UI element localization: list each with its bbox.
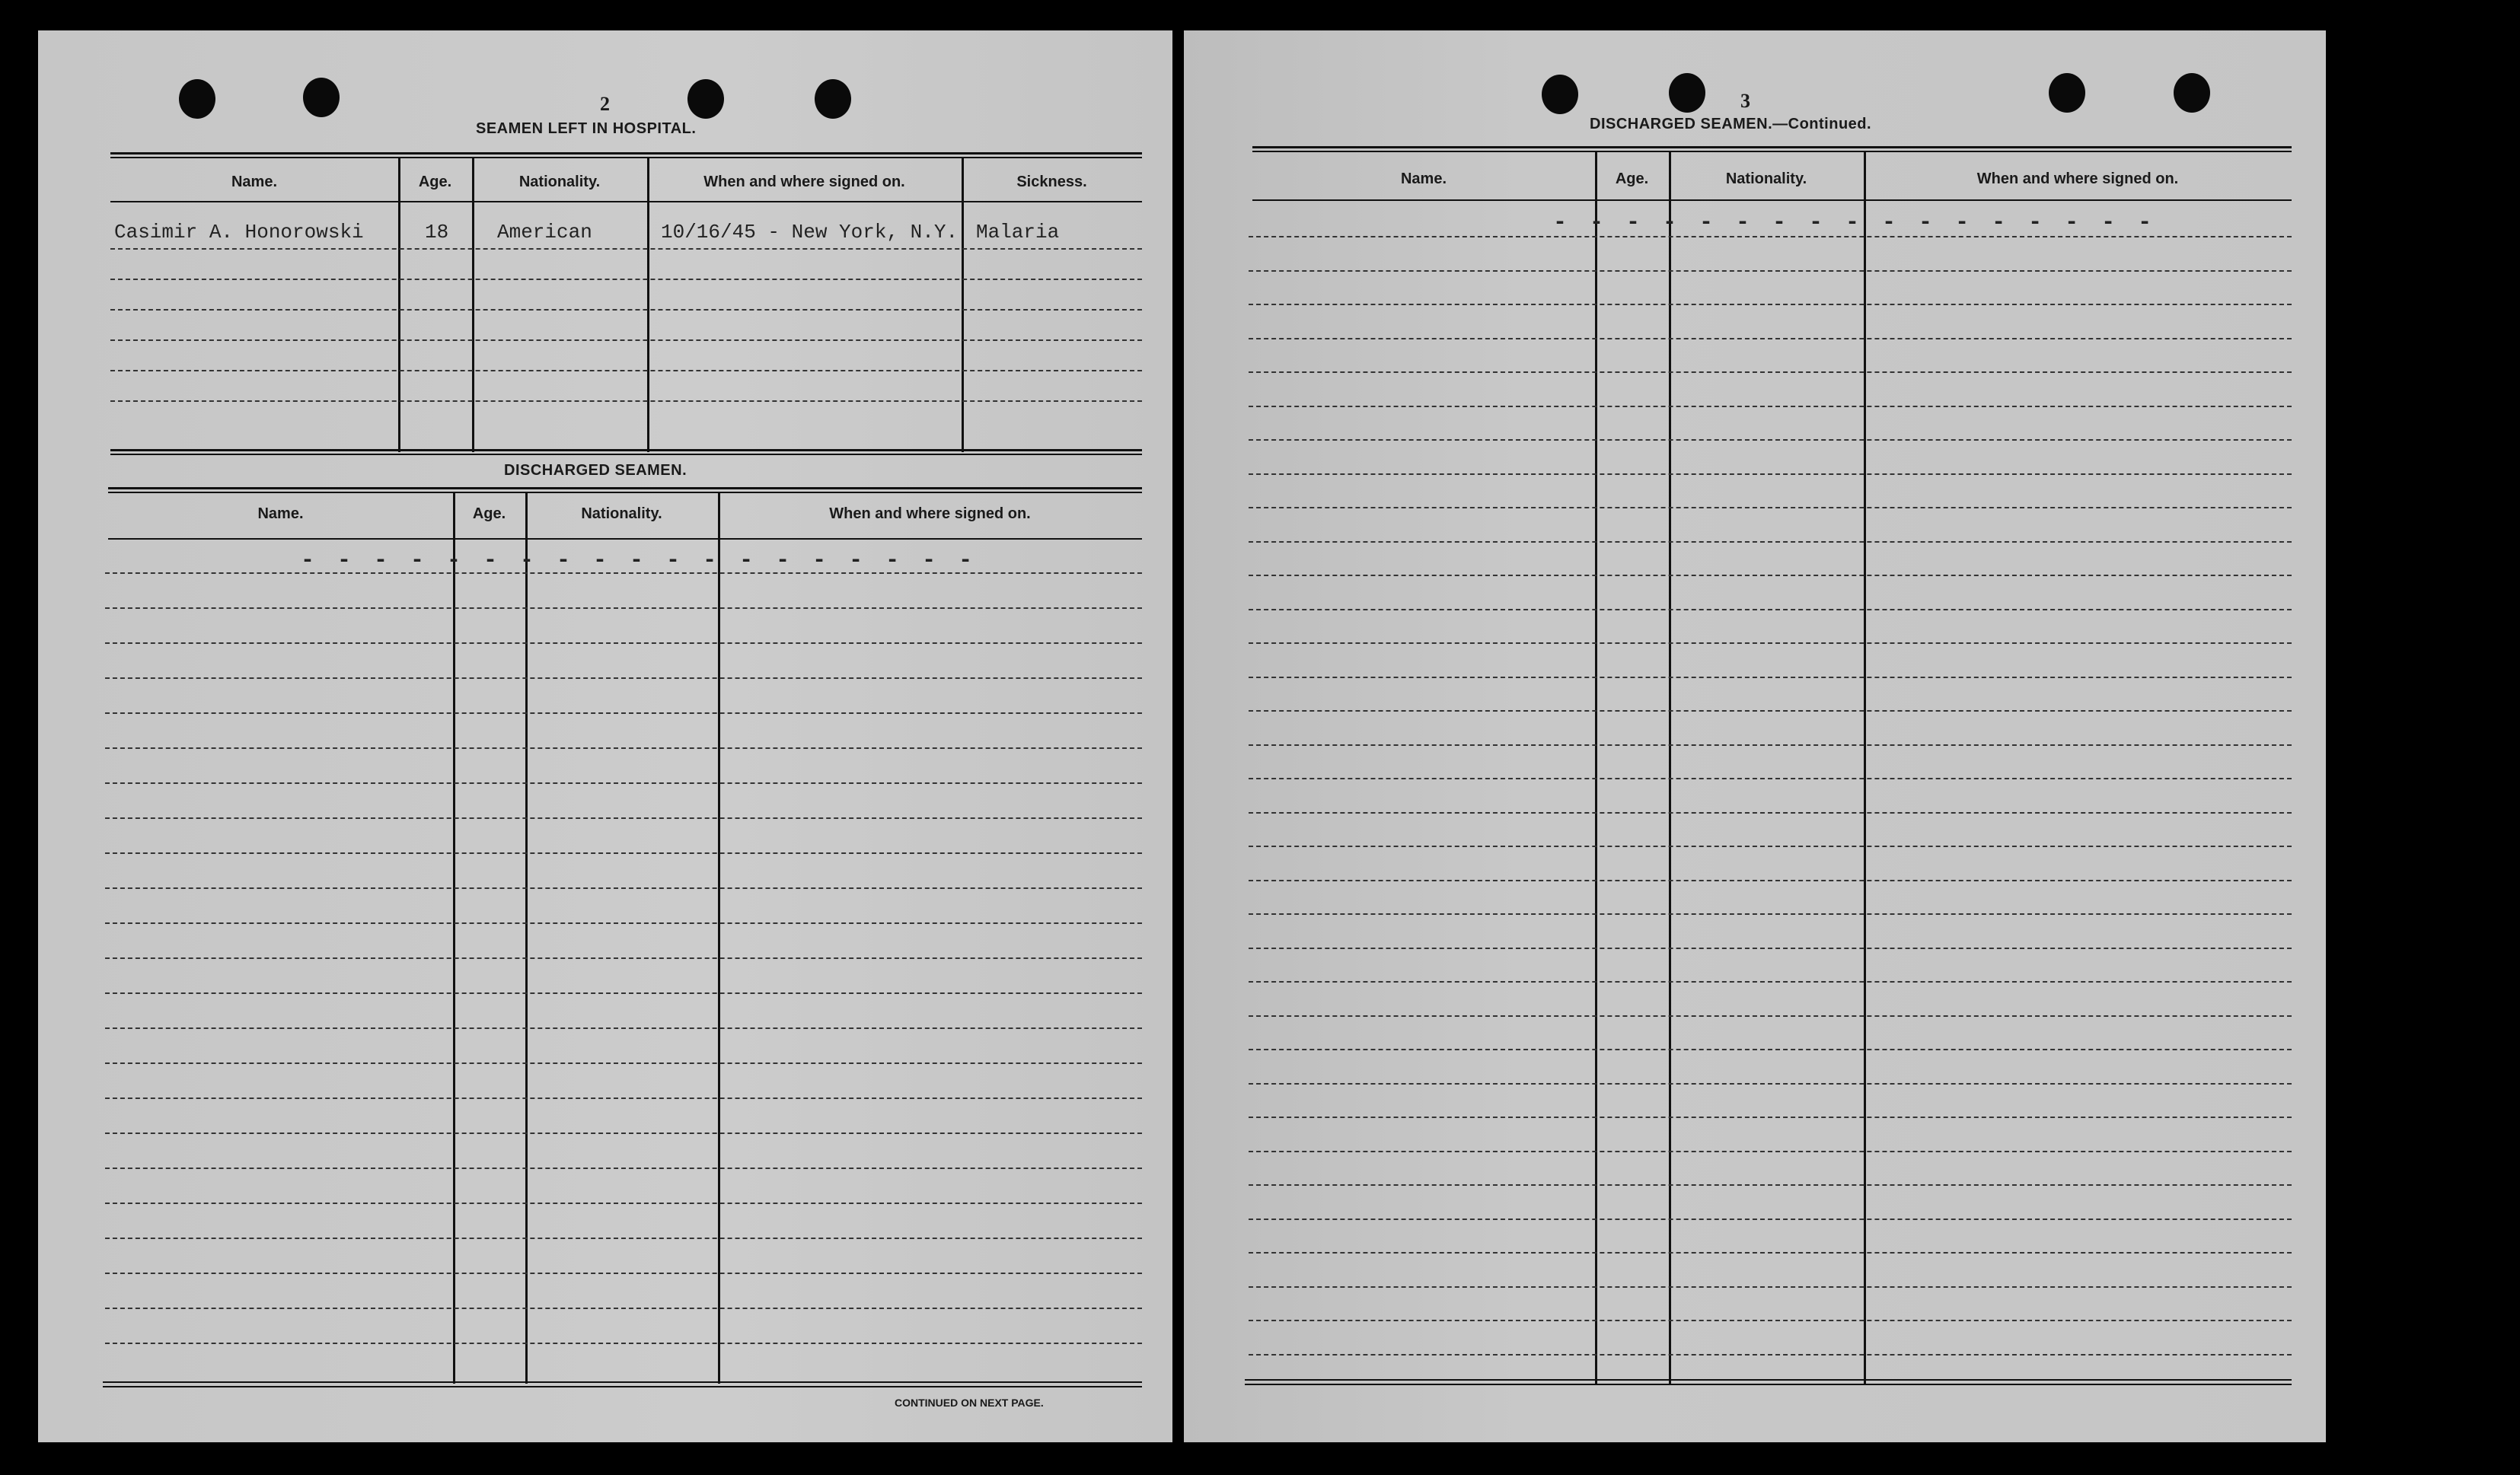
punch-hole	[2174, 73, 2210, 113]
column-header-age: Age.	[1615, 170, 1649, 187]
column-separator	[1669, 151, 1671, 1384]
hospital-age-cell: 18	[425, 221, 449, 244]
table-top-rule	[1252, 146, 2292, 148]
row-line	[105, 782, 1142, 784]
table-top-rule	[108, 492, 1142, 493]
row-line	[1249, 1354, 2292, 1356]
column-header-nationality: Nationality.	[518, 174, 601, 190]
column-header-name: Name.	[257, 505, 304, 522]
column-separator	[472, 157, 474, 452]
row-line	[1249, 778, 2292, 779]
row-line	[1249, 1151, 2292, 1152]
column-separator	[398, 157, 400, 452]
row-line	[1249, 1083, 2292, 1085]
row-line	[1249, 744, 2292, 746]
column-header-nationality: Nationality.	[1725, 170, 1807, 187]
row-line	[110, 309, 1142, 311]
column-separator	[453, 492, 455, 1384]
table-bottom-rule	[103, 1386, 1142, 1387]
row-line	[110, 279, 1142, 280]
column-separator	[1864, 151, 1866, 1384]
row-line	[105, 712, 1142, 714]
ditto-marks: - - - - - - - - - - - - - - - - -	[1553, 210, 2157, 236]
table-bottom-rule	[1245, 1384, 2292, 1385]
section-title-hospital: SEAMEN LEFT IN HOSPITAL.	[476, 120, 697, 137]
row-line	[105, 1097, 1142, 1099]
column-separator	[1595, 151, 1597, 1384]
row-line	[105, 1027, 1142, 1029]
table-top-rule	[108, 487, 1142, 489]
column-header-signed-on: When and where signed on.	[703, 174, 905, 190]
punch-hole	[687, 79, 724, 119]
row-line	[1249, 541, 2292, 543]
table-top-rule	[1252, 151, 2292, 152]
column-header-signed-on: When and where signed on.	[1976, 170, 2179, 187]
column-separator	[525, 492, 528, 1384]
table-bottom-rule	[1245, 1379, 2292, 1381]
page-number: 2	[600, 93, 610, 115]
column-header-age: Age.	[472, 505, 506, 522]
hospital-name-cell: Casimir A. Honorowski	[114, 221, 364, 244]
row-line	[1249, 236, 2292, 237]
row-line	[1249, 270, 2292, 272]
punch-hole	[1669, 73, 1705, 113]
row-line	[105, 852, 1142, 854]
row-line	[1249, 1252, 2292, 1254]
table-top-rule	[110, 152, 1142, 155]
row-line	[1249, 304, 2292, 305]
row-line	[105, 817, 1142, 819]
column-header-name: Name.	[1400, 170, 1447, 187]
row-line	[105, 957, 1142, 959]
row-line	[1249, 507, 2292, 508]
row-line	[1249, 609, 2292, 610]
header-bottom-rule	[1252, 199, 2292, 201]
hospital-nationality-cell: American	[497, 221, 592, 244]
column-header-sickness: Sickness.	[1016, 174, 1087, 190]
row-line	[1249, 1219, 2292, 1220]
row-line	[1249, 948, 2292, 949]
row-line	[105, 992, 1142, 994]
row-line	[1249, 473, 2292, 475]
row-line	[110, 400, 1142, 402]
row-line	[105, 1273, 1142, 1274]
row-line	[1249, 406, 2292, 407]
punch-hole	[179, 79, 215, 119]
ditto-marks: - - - - - - - - - - - - - - - - - - -	[301, 548, 978, 574]
row-line	[105, 1343, 1142, 1344]
header-bottom-rule	[110, 201, 1142, 202]
row-line	[1249, 1286, 2292, 1288]
row-line	[1249, 1184, 2292, 1186]
row-line	[1249, 439, 2292, 441]
row-line	[1249, 677, 2292, 678]
section-title-discharged: DISCHARGED SEAMEN.	[504, 462, 687, 479]
row-line	[1249, 371, 2292, 373]
hospital-sickness-cell: Malaria	[976, 221, 1060, 244]
table-bottom-rule	[110, 454, 1142, 455]
row-line	[1249, 1320, 2292, 1321]
hospital-signed-on-cell: 10/16/45 - New York, N.Y.	[661, 221, 959, 244]
column-header-name: Name.	[231, 174, 278, 190]
table-bottom-rule	[110, 449, 1142, 451]
row-line	[105, 887, 1142, 889]
row-line	[105, 922, 1142, 924]
row-line	[1249, 1015, 2292, 1017]
table-bottom-rule	[103, 1381, 1142, 1383]
row-line	[105, 1062, 1142, 1064]
row-line	[110, 370, 1142, 371]
column-header-nationality: Nationality.	[581, 505, 662, 522]
row-line	[105, 642, 1142, 644]
row-line	[105, 1308, 1142, 1309]
row-line	[105, 1168, 1142, 1169]
punch-hole	[815, 79, 851, 119]
column-separator	[962, 157, 964, 452]
page-number: 3	[1740, 90, 1750, 112]
row-line	[1249, 913, 2292, 915]
punch-hole	[2049, 73, 2085, 113]
column-separator	[718, 492, 720, 1384]
row-line	[1249, 642, 2292, 644]
row-line	[105, 607, 1142, 609]
row-line	[105, 1133, 1142, 1134]
row-line	[1249, 338, 2292, 339]
row-line	[1249, 812, 2292, 814]
column-header-signed-on: When and where signed on.	[829, 505, 1031, 522]
row-line	[1249, 880, 2292, 881]
table-top-rule	[110, 157, 1142, 158]
row-line	[1249, 846, 2292, 847]
row-line	[1249, 710, 2292, 712]
punch-hole	[1542, 75, 1578, 114]
left-page	[38, 30, 1172, 1442]
continued-note: CONTINUED ON NEXT PAGE.	[895, 1397, 1044, 1409]
column-header-age: Age.	[418, 174, 452, 190]
row-line	[105, 677, 1142, 679]
row-line	[1249, 575, 2292, 576]
column-separator	[647, 157, 649, 452]
section-title-discharged-continued: DISCHARGED SEAMEN.—Continued.	[1590, 116, 1872, 132]
row-line	[110, 248, 1142, 250]
row-line	[105, 1238, 1142, 1239]
row-line	[1249, 1117, 2292, 1118]
right-page	[1184, 30, 2326, 1442]
row-line	[105, 1203, 1142, 1204]
header-bottom-rule	[108, 538, 1142, 540]
row-line	[1249, 981, 2292, 983]
row-line	[105, 572, 1142, 574]
row-line	[105, 747, 1142, 749]
row-line	[1249, 1049, 2292, 1050]
punch-hole	[303, 78, 340, 117]
row-line	[110, 339, 1142, 341]
